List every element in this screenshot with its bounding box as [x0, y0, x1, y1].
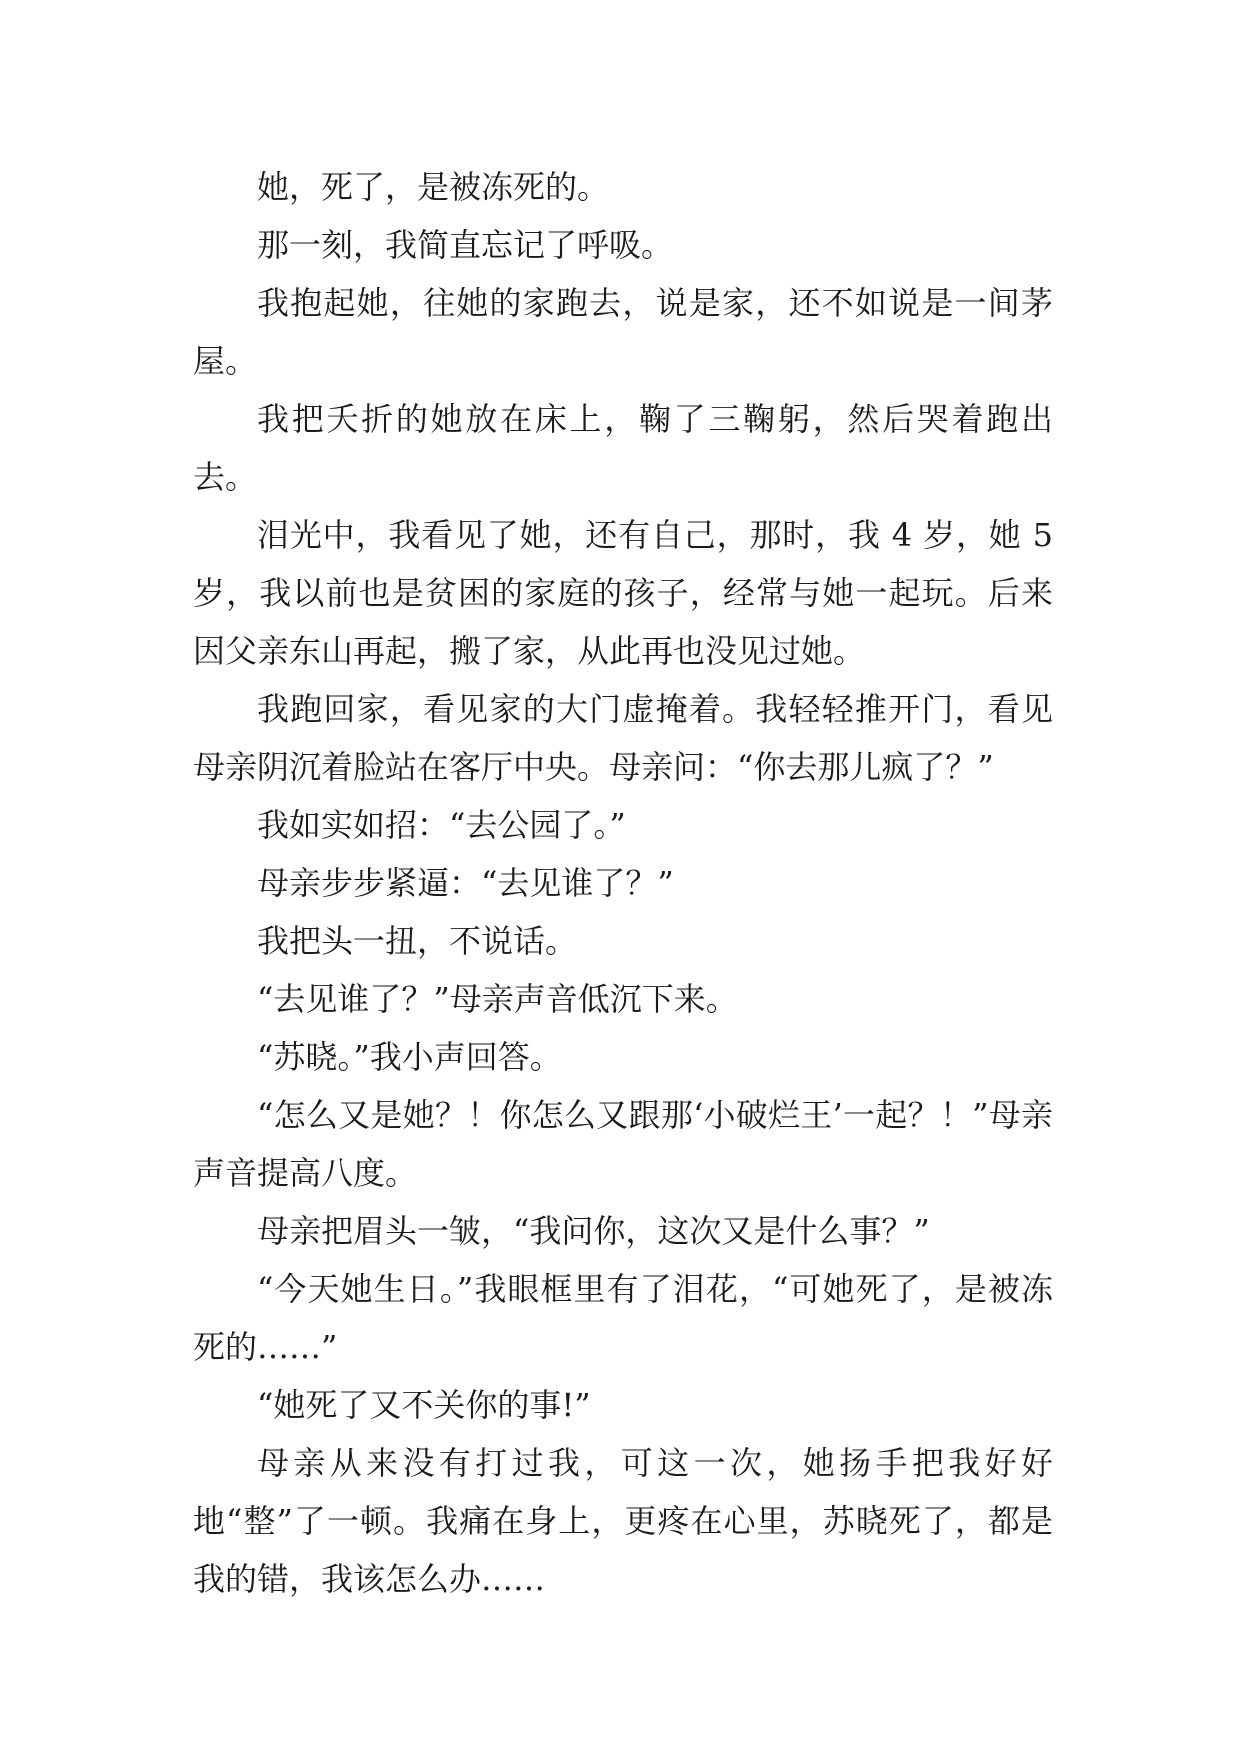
paragraph: 我把夭折的她放在床上，鞠了三鞠躬，然后哭着跑出去。 — [193, 400, 1053, 496]
paragraph: 母亲把眉头一皱，“我问你，这次又是什么事？” — [257, 1212, 930, 1250]
paragraph: “怎么又是她？！你怎么又跟那‘小破烂王’一起？！”母亲声音提高八度。 — [193, 1096, 1053, 1192]
paragraph: 母亲从来没有打过我，可这一次，她扬手把我好好地“整”了一顿。我痛在身上，更疼在心里，苏晓死了，都是我的错，我该怎么办…… — [193, 1444, 1053, 1598]
paragraph: 我把头一扭，不说话。 — [257, 922, 578, 960]
paragraph: “今天她生日。”我眼框里有了泪花，“可她死了，是被冻死的……” — [193, 1270, 1053, 1366]
paragraph: “苏晓。”我小声回答。 — [257, 1038, 562, 1076]
paragraph: “去见谁了？”母亲声音低沉下来。 — [257, 980, 738, 1018]
paragraph: “她死了又不关你的事!” — [257, 1386, 591, 1424]
paragraph: 母亲步步紧逼：“去见谁了？” — [257, 864, 674, 902]
paragraph: 她，死了，是被冻死的。 — [257, 168, 610, 206]
paragraph: 我抱起她，往她的家跑去，说是家，还不如说是一间茅屋。 — [193, 284, 1053, 380]
paragraph: 我跑回家，看见家的大门虚掩着。我轻轻推开门，看见母亲阴沉着脸站在客厅中央。母亲问：“你去那儿疯了？” — [193, 690, 1053, 786]
document-body — [193, 158, 1064, 1608]
paragraph: 泪光中，我看见了她，还有自己，那时，我 4 岁，她 5 岁，我以前也是贫困的家庭的孩子，经常与她一起玩。后来因父亲东山再起，搬了家，从此再也没见过她。 — [193, 516, 1064, 670]
paragraph: 那一刻，我简直忘记了呼吸。 — [257, 226, 674, 264]
paragraph: 我如实如招：“去公园了。” — [257, 806, 626, 844]
